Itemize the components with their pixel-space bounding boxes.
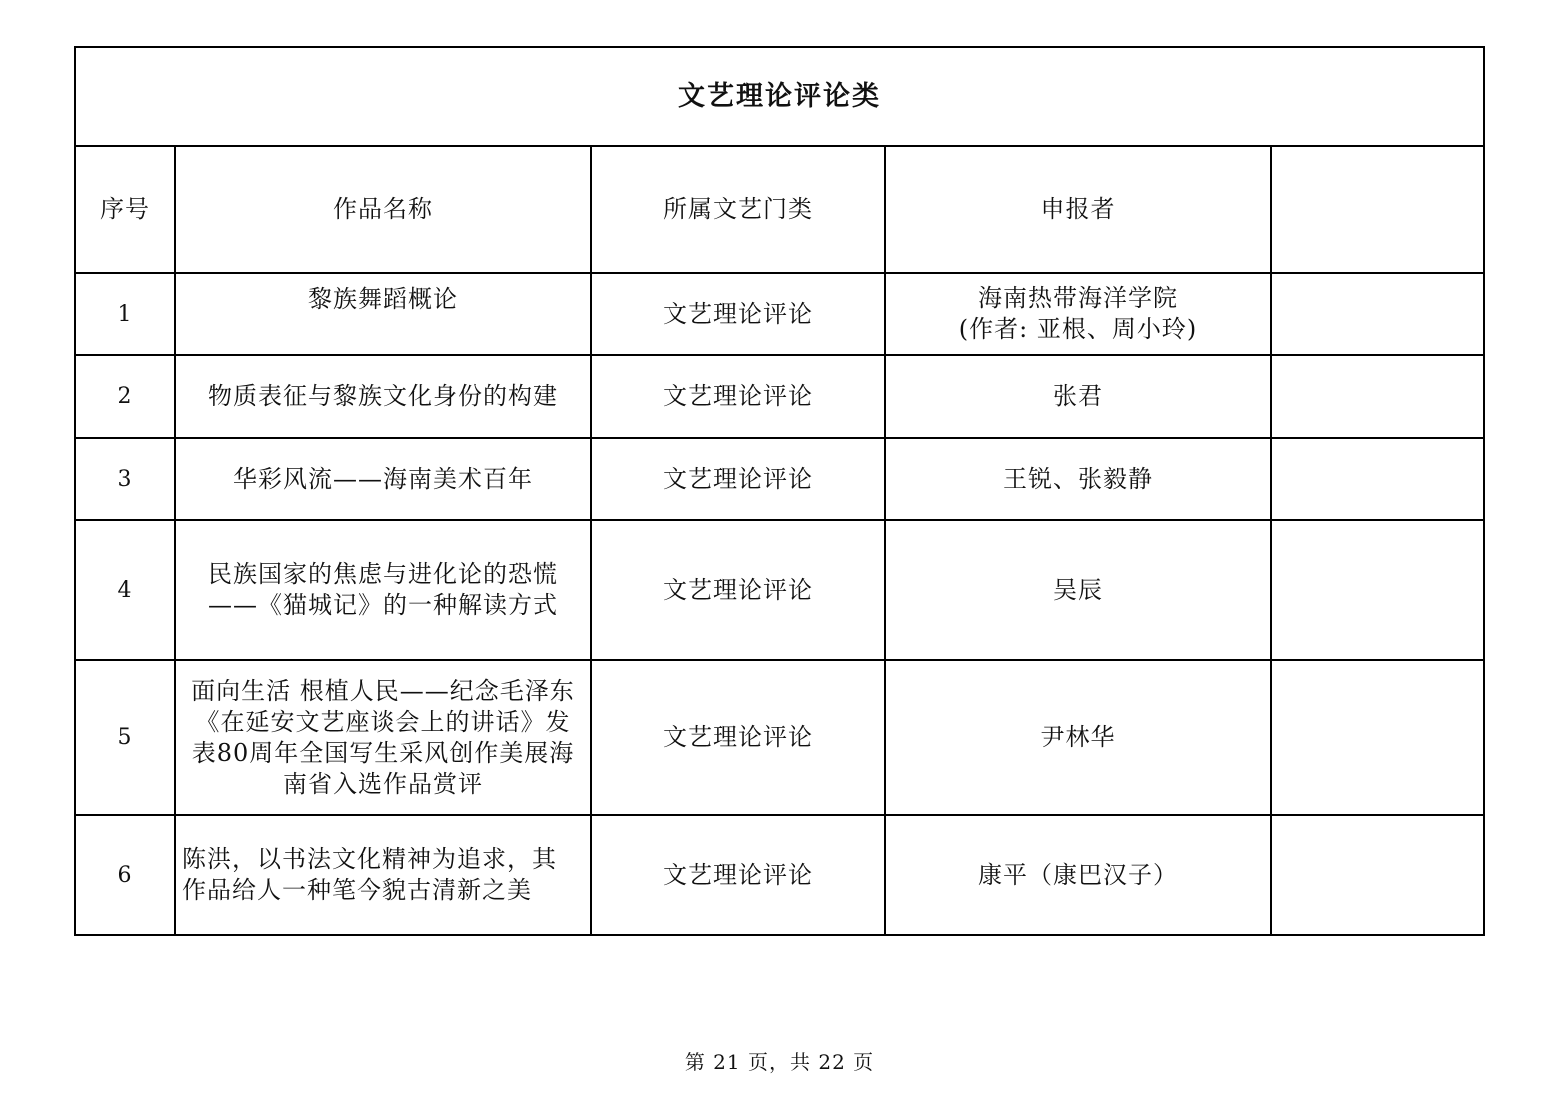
work-line: 物质表征与黎族文化身份的构建 [208,382,558,410]
page-footer: 第 21 页，共 22 页 [684,1050,875,1074]
row-work [175,355,591,438]
row-category: 文艺理论评论 [591,273,885,355]
work-line: 黎族舞蹈概论 [308,285,458,313]
row-applicant [885,815,1271,935]
table-row [75,355,1484,438]
row-applicant [885,355,1271,438]
applicant-line: 尹林华 [1040,723,1116,751]
applicant-line: 吴辰 [1053,575,1103,604]
row-applicant [885,273,1271,355]
row-extra [1271,273,1484,355]
row-applicant [885,660,1271,815]
row-category: 文艺理论评论 [591,815,885,935]
work-line: 华彩风流——海南美术百年 [233,464,533,493]
applicant-line: 海南热带海洋学院 [978,284,1178,312]
row-seq: 3 [75,438,175,520]
applicant-line: (作者: 亚根、周小玲) [958,315,1198,343]
row-applicant [885,520,1271,660]
table-title: 文艺理论评论类 [75,47,1484,146]
row-extra [1271,815,1484,935]
row-work [175,273,591,355]
row-work [175,520,591,660]
row-seq: 1 [75,273,175,355]
row-category: 文艺理论评论 [591,660,885,815]
row-extra [1271,355,1484,438]
applicant-line: 张君 [1053,382,1103,410]
work-line: 民族国家的焦虑与进化论的恐慌 [208,560,558,588]
header-applicant: 申报者 [885,146,1271,273]
header-seq: 序号 [75,146,175,273]
row-seq: 6 [75,815,175,935]
work-line: 作品给人一种笔今貌古清新之美 [182,876,532,904]
row-work [175,660,591,815]
table-row [75,815,1484,935]
table-row [75,438,1484,520]
header-extra [1271,146,1484,273]
row-category: 文艺理论评论 [591,520,885,660]
row-work [175,438,591,520]
applicant-line: 康平（康巴汉子） [978,860,1178,889]
row-seq: 2 [75,355,175,438]
row-extra [1271,660,1484,815]
row-work [175,815,591,935]
row-extra [1271,520,1484,660]
row-category: 文艺理论评论 [591,355,885,438]
row-seq: 5 [75,660,175,815]
title-row [75,47,1484,146]
row-extra [1271,438,1484,520]
work-line: 陈洪，以书法文化精神为追求，其 [182,845,557,873]
applicant-line: 王锐、张毅静 [1003,464,1153,493]
row-category: 文艺理论评论 [591,438,885,520]
work-line: ——《猫城记》的一种解读方式 [208,591,558,619]
row-applicant [885,438,1271,520]
work-line: 《在延安文艺座谈会上的讲话》发 [195,707,571,736]
header-work: 作品名称 [175,146,591,273]
table-row [75,660,1484,815]
works-table [74,46,1485,936]
work-line: 表80周年全国写生采风创作美展海 [191,738,575,767]
work-line: 南省入选作品赏评 [283,769,483,798]
table-row [75,273,1484,355]
row-seq: 4 [75,520,175,660]
table-row [75,520,1484,660]
work-line: 面向生活 根植人民——纪念毛泽东 [191,676,575,705]
header-category: 所属文艺门类 [591,146,885,273]
header-row [75,146,1484,273]
